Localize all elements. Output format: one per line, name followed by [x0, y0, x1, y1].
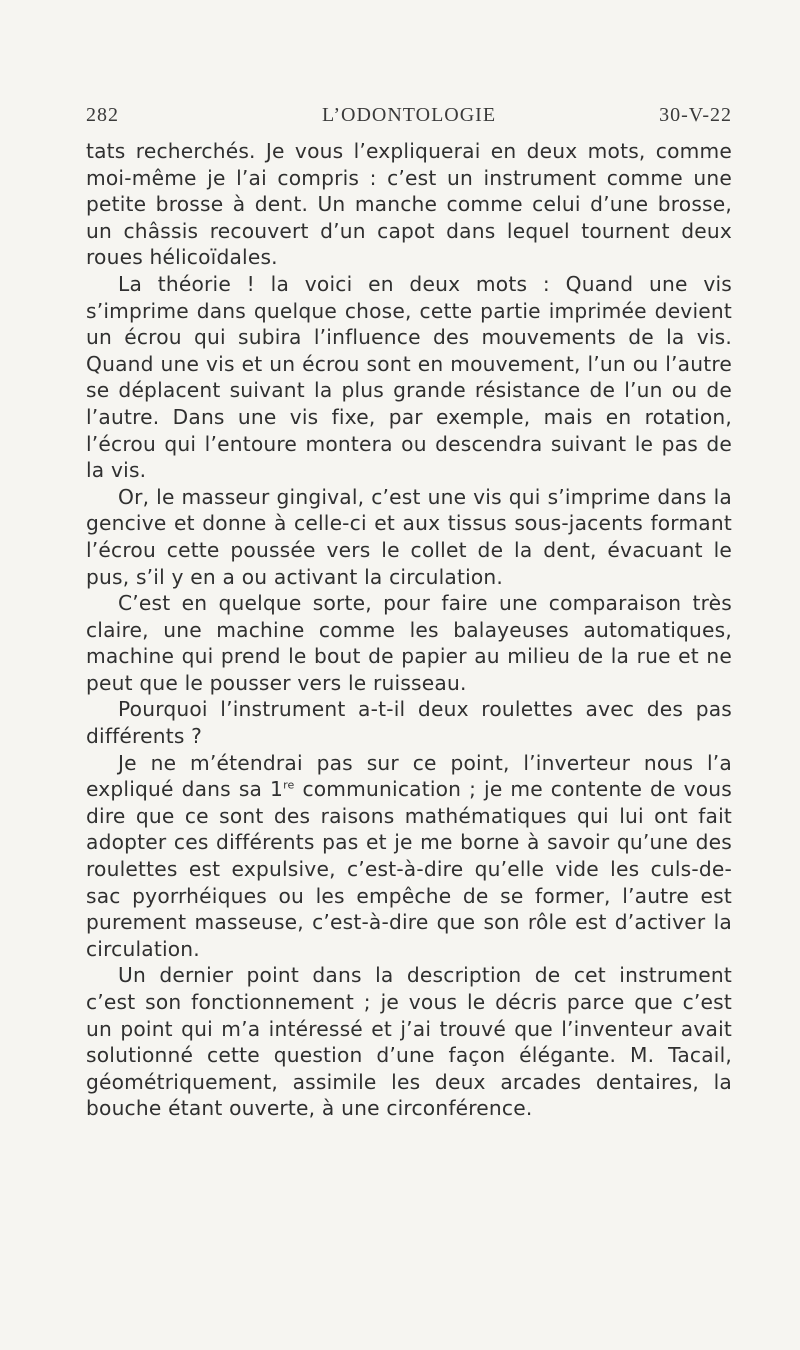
paragraph: C’est en quelque sorte, pour faire une comparaison très claire, une machine comme les balayeuses automatiques, machine qui prend le bout de papier au milieu de la rue et ne peut que le pousser vers le ruisseau.: [86, 591, 732, 695]
page-header: [86, 104, 732, 130]
paragraph-text-part: Je ne m’étendrai pas sur ce point, l’inverteur nous l’a expliqué dans sa 1: [86, 750, 732, 802]
body-text: [86, 138, 732, 1122]
paragraph-text-part: communication ; je me contente de vous dire que ce sont des raisons mathématiques qui lui ont fait adopter ces différents pas et je me borne à savoir qu’une des roulettes est expulsive, c’est-à-dire qu’elle vide les culs-de-sac pyorrhéiques ou les empêche de se former, l’autre est purement masseuse, c’est-à-dire que son rôle est d’activer la circulation.: [86, 777, 732, 961]
issue-date: 30-V-22: [659, 104, 732, 126]
paragraph: Or, le masseur gingival, c’est une vis qui s’imprime dans la gencive et donne à celle-ci et aux tissus sous-jacents formant l’écrou cette poussée vers le collet de la dent, évacuant le pus, s’il y en a ou activant la circulation.: [86, 484, 732, 589]
paragraph-continued: tats recherchés. Je vous l’expliquerai en deux mots, comme moi-même je l’ai compris : c’est un instrument comme une petite brosse à dent. Un manche comme celui d’une brosse, un châssis recouvert d’un capot dans lequel tournent deux roues hélicoïdales.: [86, 139, 732, 270]
paragraph: La théorie ! la voici en deux mots : Quand une vis s’imprime dans quelque chose, cette partie imprimée devient un écrou qui subira l’influence des mouvements de la vis. Quand une vis et un écrou sont en mouvement, l’un ou l’autre se déplacent suivant la plus grande résistance de l’un ou de l’autre. Dans une vis fixe, par exemple, mais en rotation, l’écrou qui l’entoure montera ou descendra suivant le pas de la vis.: [86, 271, 732, 483]
paragraph: Un dernier point dans la description de cet instrument c’est son fonctionnement ; je vous le décris parce que c’est un point qui m’a intéressé et j’ai trouvé que l’inventeur avait solutionné cette question d’une façon élégante. M. Tacail, géométriquement, assimile les deux arcades dentaires, la bouche étant ouverte, à une circonférence.: [86, 963, 732, 1121]
ordinal-superscript: re: [283, 778, 295, 792]
page-number: 282: [86, 104, 119, 126]
running-title: L’ODONTOLOGIE: [321, 104, 497, 126]
paragraph-with-superscript: [86, 750, 732, 963]
paragraph: Pourquoi l’instrument a-t-il deux roulettes avec des pas différents ?: [86, 697, 732, 749]
